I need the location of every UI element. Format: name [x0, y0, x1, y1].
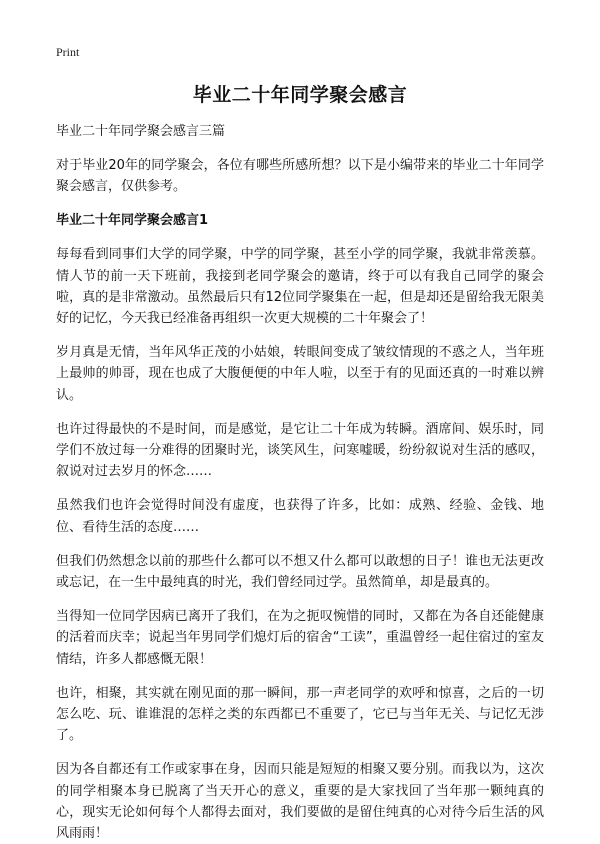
- body-paragraph: 也许过得最快的不是时间，而是感觉，是它让二十年成为转瞬。酒席间、娱乐时，同学们不放过每一分难得的团聚时光，谈笑风生，问寒嘘暖，纷纷叙说对生活的感叹，叙说对过去岁月的怀念……: [56, 421, 544, 480]
- body-paragraph: 每每看到同事们大学的同学聚，中学的同学聚，甚至小学的同学聚，我就非常羡慕。情人节的前一天下班前，我接到老同学聚会的邀请，终于可以有我自己同学的聚会啦，真的是非常激动。虽然最后只有12位同学聚集在一起，但是却还是留给我无限美好的记忆，今天我已经准备再组织一次更大规模的二十年聚会了！: [56, 247, 544, 327]
- body-paragraph: 当得知一位同学因病已离开了我们，在为之扼叹惋惜的同时，又都在为各自还能健康的活着而庆幸；说起当年男同学们熄灯后的宿舍“工读”，重温曾经一起住宿过的室友情结，许多人都感慨无限！: [56, 609, 544, 667]
- print-link[interactable]: Print: [56, 45, 80, 59]
- body-paragraph: 虽然我们也许会觉得时间没有虚度，也获得了许多，比如：成熟、经验、金钱、地位、看待生活的态度……: [56, 498, 544, 535]
- intro-paragraph: 对于毕业20年的同学聚会，各位有哪些所感所想？以下是小编带来的毕业二十年同学聚会感言，仅供参考。: [56, 158, 544, 195]
- page-title: 毕业二十年同学聚会感言: [192, 84, 408, 106]
- section-heading: 毕业二十年同学聚会感言1: [56, 213, 209, 229]
- body-paragraph: 因为各自都还有工作或家事在身，因而只能是短短的相聚又要分别。而我以为，这次的同学相聚本身已脱离了当天开心的意义，重要的是大家找回了当年那一颗纯真的心，现实无论如何每个人都得去面对，我们要做的是留住纯真的心对待今后生活的风风雨雨！: [56, 762, 544, 842]
- body-paragraph: 但我们仍然想念以前的那些什么都可以不想又什么都可以敢想的日子！谁也无法更改或忘记，在一生中最纯真的时光，我们曾经同过学。虽然简单，却是最真的。: [56, 553, 544, 591]
- body-paragraph: 也许，相聚，其实就在刚见面的那一瞬间，那一声老同学的欢呼和惊喜，之后的一切怎么吃、玩、谁谁混的怎样之类的东西都已不重要了，它已与当年无关、与记忆无涉了。: [56, 685, 544, 744]
- body-paragraph: 岁月真是无情，当年风华正茂的小姑娘，转眼间变成了皱纹情现的不惑之人，当年班上最帅的帅哥，现在也成了大腹便便的中年人啦，以至于有的见面还真的一时难以辨认。: [56, 345, 544, 403]
- document-subtitle: 毕业二十年同学聚会感言三篇: [56, 124, 226, 139]
